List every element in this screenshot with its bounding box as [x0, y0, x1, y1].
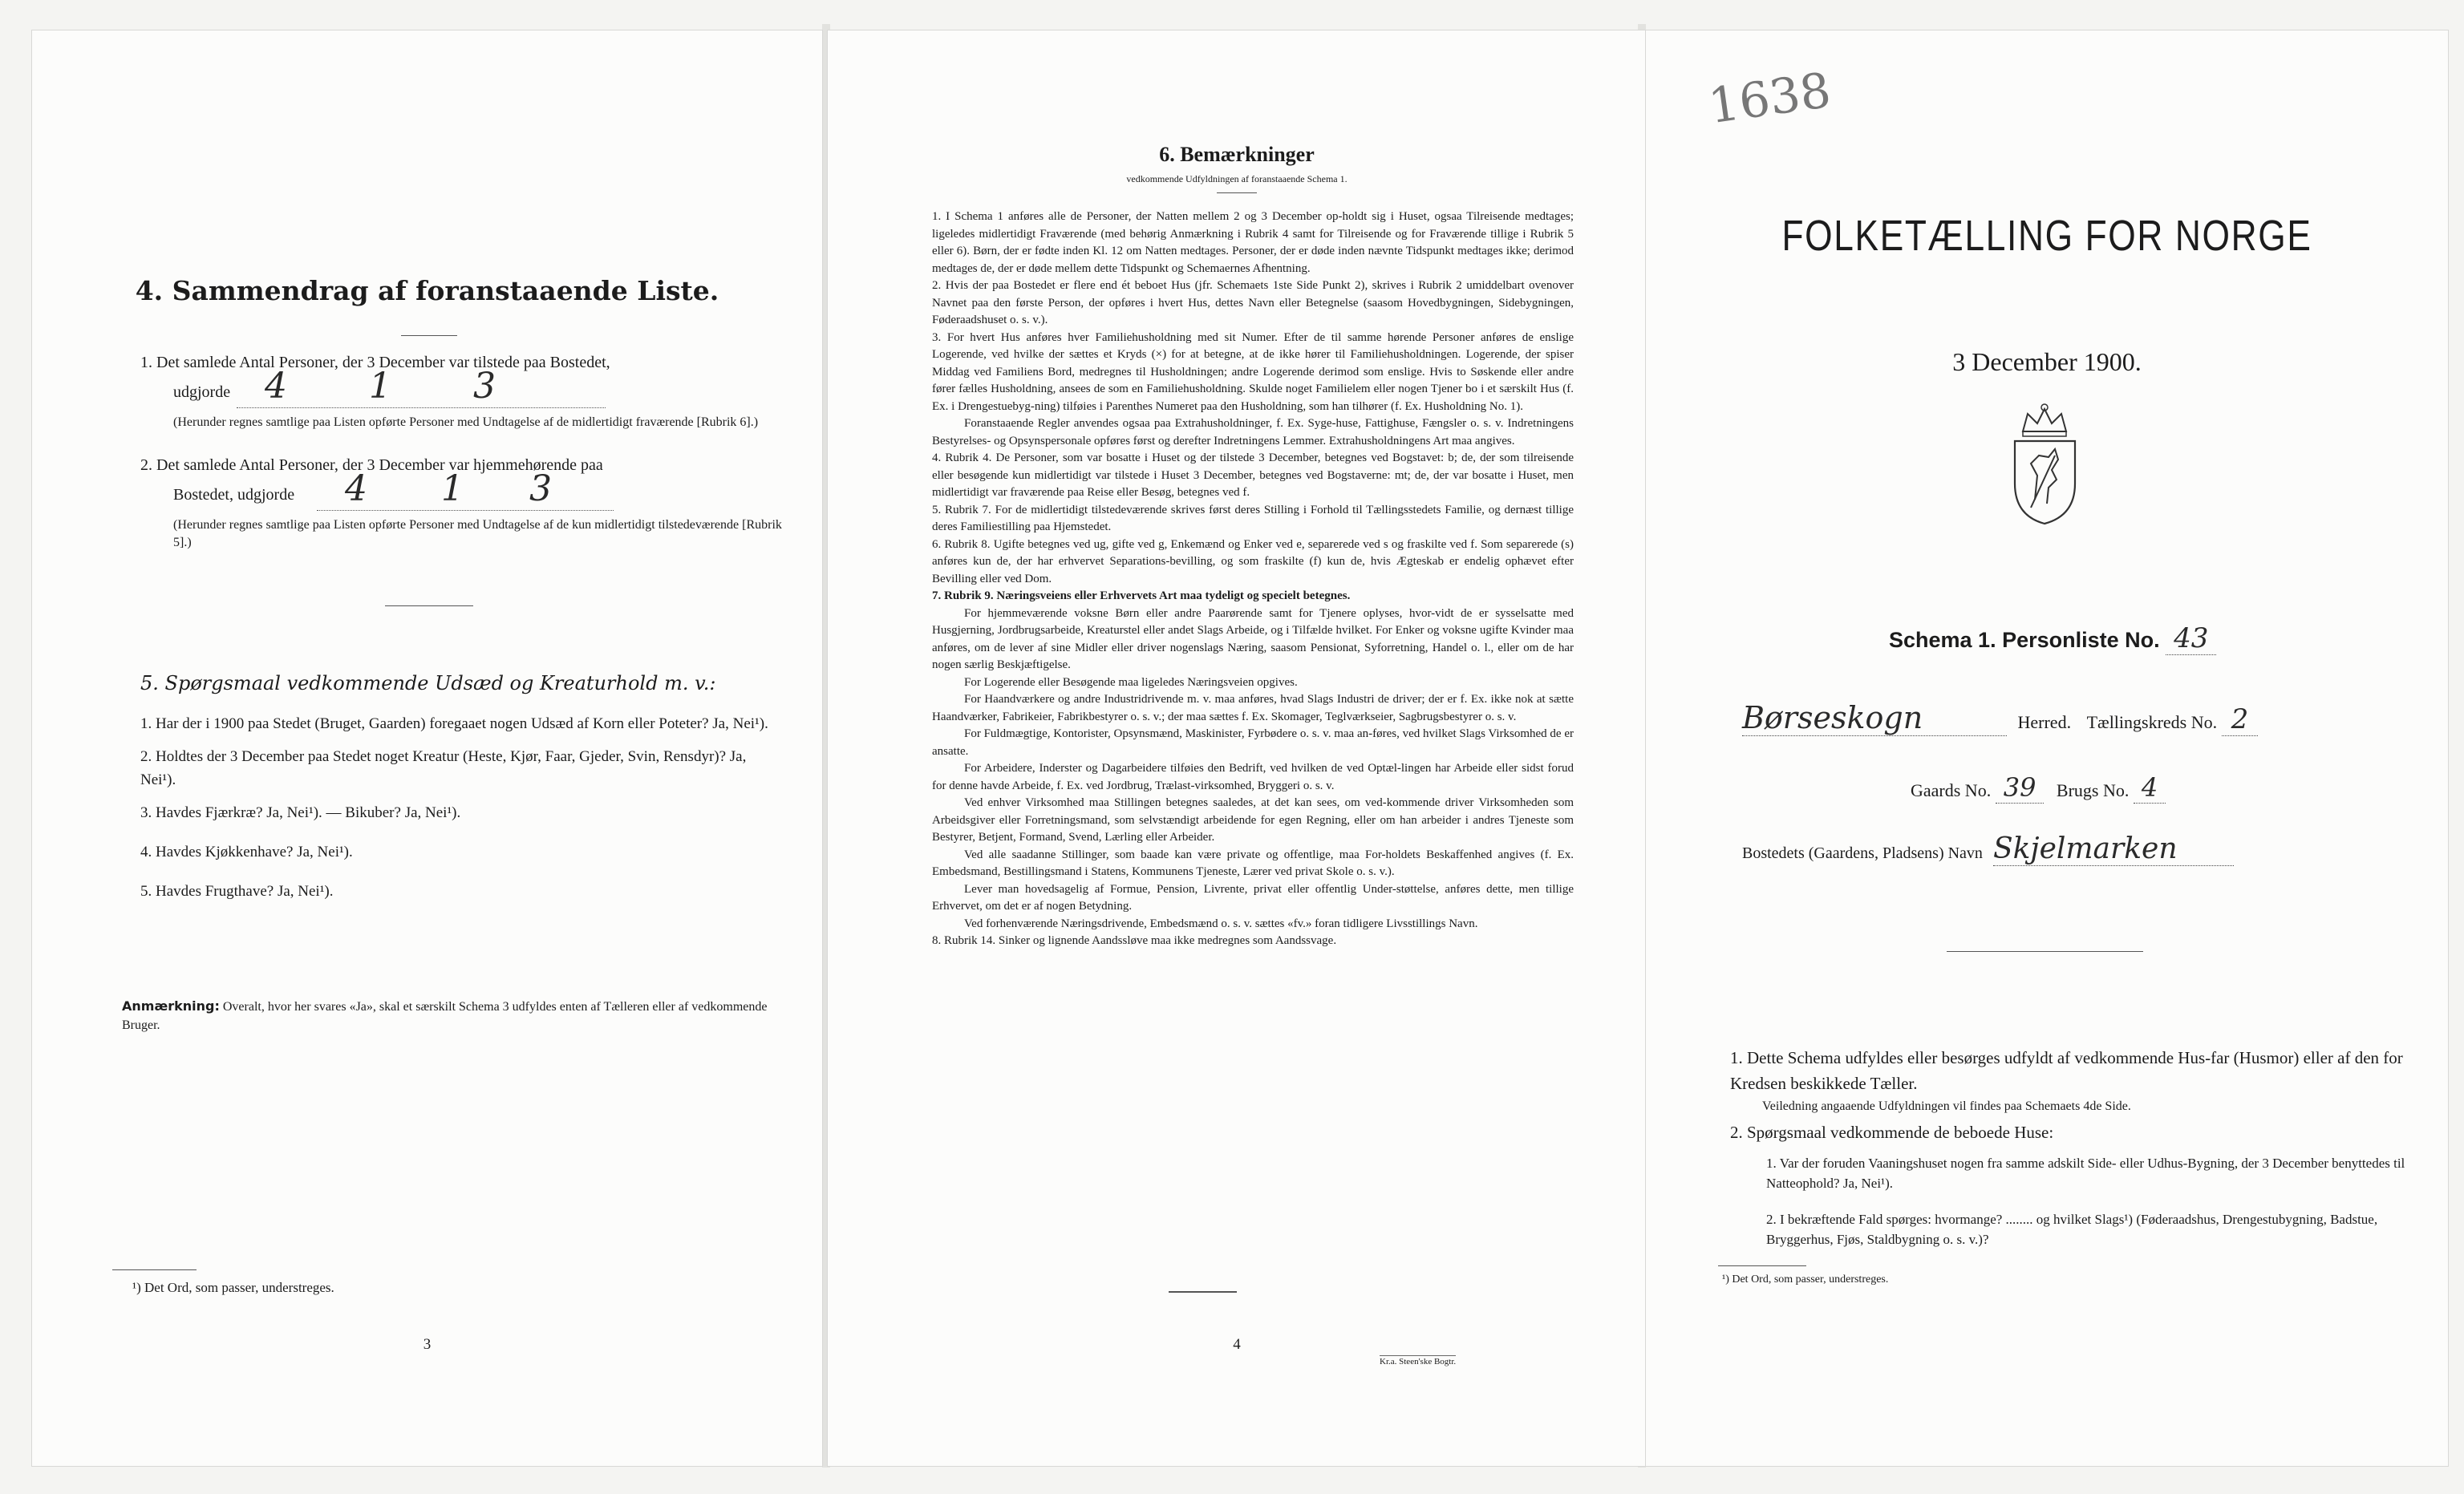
- divider: [1217, 192, 1257, 193]
- question-item-5: 5. Havdes Frugthave? Ja, Nei¹).: [140, 883, 334, 900]
- remark-7: 7. Rubrik 9. Næringsveiens eller Erhvervets Art maa tydeligt og specielt betegnes.: [932, 589, 1351, 602]
- question-item-4: 4. Havdes Kjøkkenhave? Ja, Nei¹).: [140, 844, 353, 860]
- remark-7-para-4: For Fuldmægtige, Kontorister, Opsynsmænd, Maskinister, Fyrbødere o. s. v. maa an-føres, ved hvilket Slags Virksomhed de er ansatte.: [932, 727, 1574, 758]
- herred-value: Børseskogn: [1742, 700, 2007, 736]
- remarks-subtitle: vedkommende Udfyldningen af foranstaaende Schema 1.: [1126, 173, 1348, 184]
- remark-5: 5. Rubrik 7. For de midlertidigt tilstedeværende skrives først deres Stilling i Forhold til Tællingsstedets Familie, og dernæst tillige deres Familiestilling paa Hjemstedet.: [932, 503, 1574, 533]
- instruction-2-question-2: 2. I bekræftende Fald spørges: hvormange? ........ og hvilket Slags¹) (Føderaadshus, Drengestubygning, Badstue, Bryggerhus, Fjøs, Staldbygning o. s. v.)?: [1766, 1212, 2378, 1247]
- remark-1: 1. I Schema 1 anføres alle de Personer, der Natten mellem 2 og 3 December op-holdt sig i Huset, ogsaa Tilreisende medtages; ligeledes midlertidigt Fraværende (med behørig Anmærkning i Rubrik 4 samt for Tilreisende og for Fraværende tillige i Rubrik 5 eller 6). Børn, der er fødte inden Kl. 12 om Natten medtages. Personer, der er døde inden nævnte Tidspunkt medtages ikke; derimod medtages de, der er døde mellem dette Tidspunkt og Schemaernes Afhentning.: [932, 210, 1574, 275]
- q2-answer-1: 4: [345, 468, 367, 509]
- coat-of-arms-icon: [1999, 399, 2091, 528]
- herred-line: [1742, 700, 2432, 736]
- ornament-divider: [1947, 951, 2143, 952]
- document-title: FOLKETÆLLING FOR NORGE: [1781, 212, 2312, 260]
- remark-7-para-2: For Logerende eller Besøgende maa ligeledes Næringsveien opgives.: [964, 675, 1298, 689]
- page-number: 4: [1233, 1336, 1241, 1353]
- remark-4: 4. Rubrik 4. De Personer, som var bosatte i Huset og der tilstede 3 December, betegnes ved Bogstavet: b; de, der som tilreisende eller besøgende kun midlertidigt var tilstede i Huset 3 December, betegnes ved Bogstaverne: mt; de, der var bosatte i Huset, men midlertidigt var fraværende paa Reise eller Besøg, betegnes ved f.: [932, 451, 1574, 499]
- page-4: [828, 30, 1646, 1466]
- bosted-line: [1742, 832, 2234, 866]
- instruction-2-question-1: 1. Var der foruden Vaaningshuset nogen fra samme adskilt Side- eller Udhus-Bygning, der 3 December benyttedes til Natteophold? Ja, Nei¹).: [1766, 1156, 2405, 1191]
- remark-3-extra: Foranstaaende Regler anvendes ogsaa paa Extrahusholdninger, f. Ex. Syge-huse, Fattighuse, Fængsler o. s. v. Indretningens Bestyrelses- og Opsynspersonale opføres først og derefter Indretningens Lemmer. Extrahusholdningens Art maa angives.: [932, 417, 1574, 447]
- section-5-title: 5. Spørgsmaal vedkommende Udsæd og Kreaturhold m. v.:: [140, 672, 716, 694]
- anmaerkning-text: Overalt, hvor her svares «Ja», skal et særskilt Schema 3 udfyldes enten af Tælleren eller af vedkommende Bruger.: [122, 1000, 768, 1032]
- question-2-note: (Herunder regnes samtlige paa Listen opførte Personer med Undtagelse af de kun midlertidigt tilstedeværende [Rubrik 5].): [173, 518, 782, 549]
- brugs-label: Brugs No.: [2056, 780, 2130, 800]
- divider: [385, 605, 473, 606]
- schema-line: [1889, 622, 2216, 654]
- answer-line: [237, 407, 606, 408]
- question-1-text: 1. Det samlede Antal Personer, der 3 December var tilstede paa Bostedet,: [140, 354, 610, 371]
- divider: [401, 335, 457, 336]
- kreds-value: 2: [2222, 703, 2259, 736]
- question-1-prefix: udgjorde: [173, 383, 231, 401]
- schema-label: Schema 1. Personliste No.: [1889, 628, 2160, 652]
- instruction-2: 2. Spørgsmaal vedkommende de beboede Huse:: [1730, 1123, 2054, 1142]
- page-3: [32, 30, 822, 1466]
- instruction-1-note: Veiledning angaaende Udfyldningen vil findes paa Schemaets 4de Side.: [1762, 1099, 2131, 1113]
- question-item-3: 3. Havdes Fjærkræ? Ja, Nei¹). — Bikuber? Ja, Nei¹).: [140, 804, 461, 821]
- census-date: 3 December 1900.: [1952, 347, 2142, 376]
- remark-6: 6. Rubrik 8. Ugifte betegnes ved ug, gifte ved g, Enkemænd og Enker ved e, separerede ved s og fraskilte ved f. Som separerede (s) anføres kun de, der har erhvervet Separations-bevilling, og som fraskilte (f) kun de, hvis Ægteskab er endelig ophævet efter Bevilling eller ved Dom.: [932, 537, 1574, 585]
- anmaerkning: [122, 997, 788, 1034]
- question-item-2: 2. Holdtes der 3 December paa Stedet noget Kreatur (Heste, Kjør, Faar, Gjeder, Svin, Rensdyr)? Ja, Nei¹).: [140, 748, 747, 788]
- divider: [1169, 1291, 1237, 1293]
- bosted-value: Skjelmarken: [1993, 832, 2234, 866]
- question-2-text: 2. Det samlede Antal Personer, der 3 December var hjemmehørende paa: [140, 456, 603, 474]
- remark-3: 3. For hvert Hus anføres hver Familiehusholdning med sit Numer. Efter de til samme hørende Personer anføres de enslige Logerende, ved hvilke der sættes et Kryds (×) for at betegne, at de ikke hører til Familiehusholdningen. Logerende, der spiser Middag ved Familiens Bord, medregnes til Husholdningen; andre Logerende derimod som enslige. Hvis to Søskende eller andre fører fælles Husholdning, ansees de som en Familiehusholdning. Skulde noget Familielem eller nogen Tjener bo i et særskilt Hus (f. Ex. i Drengestuebyg-ning) tilføies i Parenthes Numeret paa den Husholdning, som han tilhører (f. Ex. Husholdning No. 1).: [932, 330, 1574, 413]
- remark-7-para-8: Lever man hovedsagelig af Formue, Pension, Livrente, privat eller offentlig Under-støttelse, anføres dette, men tillige Erhvervet, om det er af nogen Betydning.: [932, 882, 1574, 913]
- brugs-value: 4: [2134, 772, 2166, 804]
- remark-7-para-1: For hjemmeværende voksne Børn eller andre Paarørende samt for Tjenere oplyses, hvor-vidt de er sysselsatte med Husgjerning, Jordbrugsarbeide, Kreaturstel eller andet Slags Arbeide, og i Tilfælde hvilket. For Enker og voksne ugifte Kvinder maa anføres, om de lever af sine Midler eller driver nogenslags Næring, saasom Pensionat, Syforretning, Handel o. l., eller om de har nogen særlig Beskjæftigelse.: [932, 606, 1574, 671]
- question-item-1: 1. Har der i 1900 paa Stedet (Bruget, Gaarden) foregaaet nogen Udsæd af Korn eller Poteter? Ja, Nei¹).: [140, 715, 768, 732]
- remark-7-para-3: For Haandværkere og andre Industridrivende m. v. maa anføres, hvad Slags Industri de driver; der er f. Ex. ikke nok at sætte Haandværker, Fabrikeier, Fabrikbestyrer o. s. v.; der maa sættes f. Ex. Skomager, Teglværkseier, Sagbrugsbestyrer o. s. v.: [932, 693, 1574, 723]
- bosted-label: Bostedets (Gaardens, Pladsens) Navn: [1742, 844, 1983, 862]
- page-number: 3: [423, 1336, 432, 1353]
- q2-answer-3: 3: [529, 468, 552, 509]
- question-2-prefix: Bostedet, udgjorde: [173, 486, 295, 504]
- footnote-rule: [1718, 1265, 1806, 1266]
- question-1-note: (Herunder regnes samtlige paa Listen opførte Personer med Undtagelse af de midlertidigt fraværende [Rubrik 6].): [173, 415, 759, 429]
- footnote: ¹) Det Ord, som passer, understreges.: [132, 1280, 334, 1295]
- kreds-label: Tællingskreds No.: [2086, 712, 2218, 732]
- remarks-body: [932, 209, 1574, 950]
- anmaerkning-label: Anmærkning:: [122, 998, 220, 1014]
- gaards-line: [1911, 772, 2166, 803]
- printer-mark: Kr.a. Steen'ske Bogtr.: [1380, 1357, 1457, 1366]
- pencil-archive-number: 1638: [1704, 62, 1834, 136]
- remark-8: 8. Rubrik 14. Sinker og lignende Aandssløve maa ikke medregnes som Aandssvage.: [932, 934, 1337, 947]
- gaards-value: 39: [1996, 772, 2045, 804]
- answer-line: [317, 510, 614, 511]
- remark-7-para-5: For Arbeidere, Inderster og Dagarbeidere tilføies den Bedrift, ved hvilken de ved Optæl-lingen har Arbeide eller sidst forud for denne havde Arbeide, f. Ex. ved Jordbrug, Trælast-virksomhed, Bryggeri o. s. v.: [932, 762, 1574, 792]
- herred-label: Herred.: [2017, 712, 2072, 732]
- remark-7-para-9: Ved forhenværende Næringsdrivende, Embedsmænd o. s. v. sættes «fv.» foran tidligere Livsstillings Navn.: [964, 917, 1478, 930]
- remark-7-para-6: Ved enhver Virksomhed maa Stillingen betegnes saaledes, at det kan sees, om ved-kommende driver Virksomheden som Arbeidsgiver eller Forretningsmand, som selvstændigt arbeidende for egen Regning, eller om han arbeider i andres Tjeneste som Bestyrer, Betjent, Formand, Svend, Lærling eller Arbeider.: [932, 796, 1574, 844]
- q1-answer-2: 1: [369, 366, 391, 407]
- remarks-title: 6. Bemærkninger: [1159, 143, 1315, 166]
- remark-2: 2. Hvis der paa Bostedet er flere end ét beboet Hus (jfr. Schemaets 1ste Side Punkt 2), skrives i Rubrik 2 umiddelbart ovenover Navnet paa den første Person, der opføres i hvert Hus, dettes Navn eller Betegnelse (saasom Hovedbygningen, Sidebygningen, Føderaadshuset o. s. v.).: [932, 279, 1574, 326]
- section-4-title: 4. Sammendrag af foranstaaende Liste.: [135, 275, 719, 306]
- instruction-1: 1. Dette Schema udfyldes eller besørges udfyldt af vedkommende Hus-far (Husmor) eller af den for Kredsen beskikkede Tæller.: [1730, 1048, 2403, 1093]
- remark-7-para-7: Ved alle saadanne Stillinger, som baade kan være private og offentlige, maa For-holdets Beskaffenhed angives (f. Ex. Embedsmand, Bestillingsmand i Statens, Kommunens Tjeneste, Lærer ved privat Skole o. s. v.).: [932, 848, 1574, 878]
- gaards-label: Gaards No.: [1911, 780, 1992, 800]
- question-list: [140, 712, 782, 919]
- footnote: ¹) Det Ord, som passer, understreges.: [1722, 1273, 1889, 1285]
- q1-answer-1: 4: [265, 366, 287, 407]
- personliste-number: 43: [2166, 622, 2216, 655]
- q2-answer-2: 1: [441, 468, 464, 509]
- footnote-rule: [112, 1269, 197, 1270]
- q1-answer-3: 3: [473, 366, 496, 407]
- page-1: [1646, 30, 2448, 1466]
